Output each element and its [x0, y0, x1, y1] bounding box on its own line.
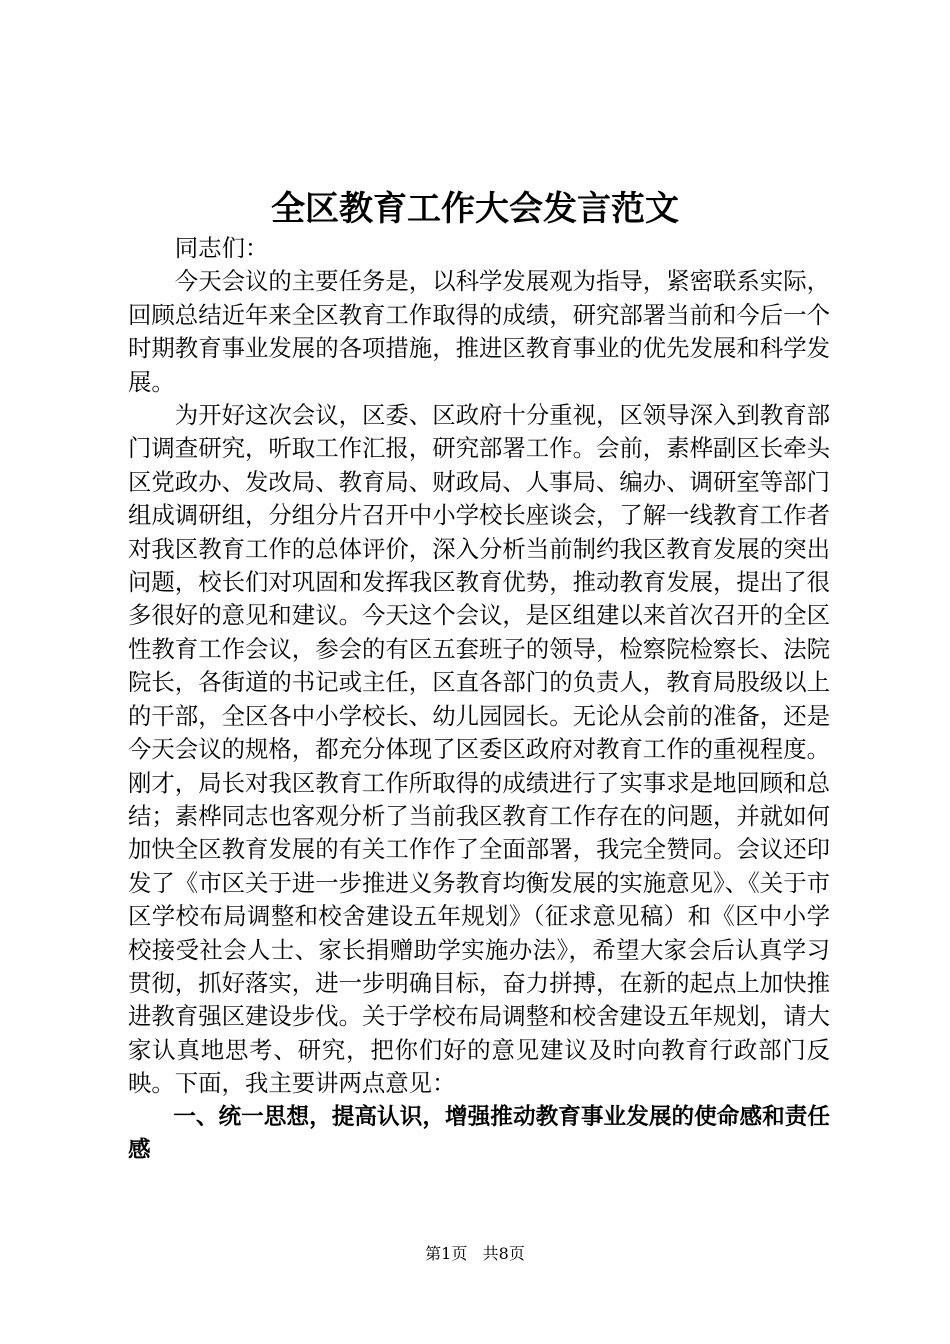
paragraph-intro: 今天会议的主要任务是，以科学发展观为指导，紧密联系实际，回顾总结近年来全区教育工作取得的成绩，研究部署当前和今后一个时期教育事业发展的各项措施，推进区教育事业的优先发展和科学发展。 [128, 267, 830, 396]
section-heading: 一、统一思想，提高认识，增强推动教育事业发展的使命感和责任感 [128, 1103, 830, 1163]
page-total: 共8页 [482, 1244, 525, 1263]
paragraph-meeting: 为开好这次会议，区委、区政府十分重视，区领导深入到教育部门调查研究，听取工作汇报，研究部署工作。会前，素桦副区长牵头区党政办、发改局、教育局、财政局、人事局、编办、调研室等部门组成调研组，分组分片召开中小学校长座谈会，了解一线教育工作者对我区教育工作的总体评价，深入分析当前制约我区教育发展的突出问题，校长们对巩固和发挥我区教育优势，推动教育发展，提出了很多很好的意见和建议。今天这个会议，是区组建以来首次召开的全区性教育工作会议，参会的有区五套班子的领导，检察院检察长、法院院长，各街道的书记或主任，区直各部门的负责人，教育局股级以上的干部，全区各中小学校长、幼儿园园长。无论从会前的准备，还是今天会议的规格，都充分体现了区委区政府对教育工作的重视程度。刚才，局长对我区教育工作所取得的成绩进行了实事求是地回顾和总结；素桦同志也客观分析了当前我区教育工作存在的问题，并就如何加快全区教育发展的有关工作作了全面部署，我完全赞同。会议还印发了《市区关于进一步推进义务教育均衡发展的实施意见》、《关于市区学校布局调整和校舍建设五年规划》（征求意见稿）和《区中小学校接受社会人士、家长捐赠助学实施办法》，希望大家会后认真学习贯彻，抓好落实，进一步明确目标，奋力拼搏，在新的起点上加快推进教育强区建设步伐。关于学校布局调整和校舍建设五年规划，请大家认真地思考、研究，把你们好的意见建议及时向教育行政部门反映。下面，我主要讲两点意见： [128, 401, 830, 1098]
page-title: 全区教育工作大会发言范文 [271, 189, 679, 229]
page-footer [0, 1244, 950, 1264]
document-body [128, 232, 830, 1167]
page-number: 第1页 [425, 1244, 468, 1263]
salutation: 同志们： [174, 234, 269, 262]
page-separator [472, 1244, 477, 1263]
